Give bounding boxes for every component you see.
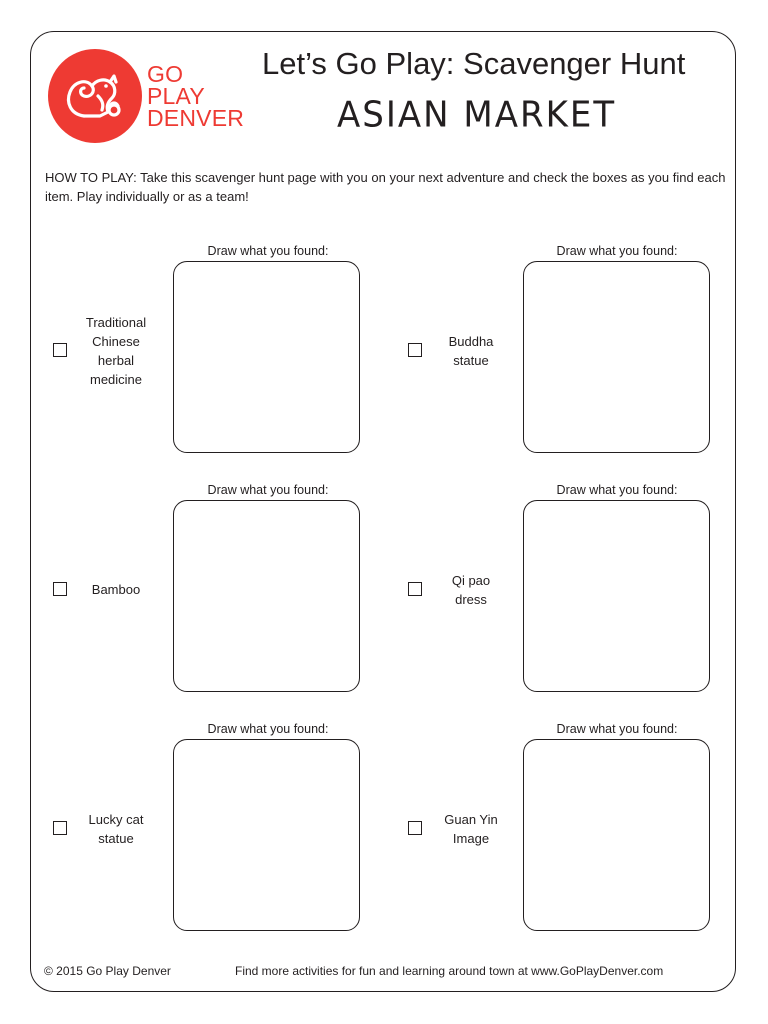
- item-checkbox[interactable]: [408, 343, 422, 357]
- item-label-line: herbal: [97, 353, 135, 368]
- go-play-denver-logo: [48, 49, 244, 143]
- drawing-box[interactable]: [173, 500, 360, 692]
- item-label-line: Qi pao: [451, 573, 491, 588]
- page-subtitle: ASIAN MARKET: [337, 94, 617, 136]
- item-label-line: dress: [455, 592, 487, 607]
- item-label-lucky-cat-statue: [71, 810, 161, 848]
- item-label-qi-pao-dress: [426, 571, 516, 609]
- squirrel-icon: [48, 49, 142, 143]
- drawing-box[interactable]: [523, 500, 710, 692]
- footer-tagline: Find more activities for fun and learning around town at www.GoPlayDenver.com: [235, 964, 664, 978]
- drawing-box[interactable]: [173, 739, 360, 931]
- item-checkbox[interactable]: [53, 343, 67, 357]
- item-label-line: Bamboo: [91, 582, 141, 597]
- how-to-play-instructions: HOW TO PLAY: Take this scavenger hunt page with you on your next adventure and check the boxes as you find each item. Play individually or as a team!: [45, 170, 726, 204]
- item-label-line: statue: [453, 353, 489, 368]
- item-label-line: Traditional: [85, 315, 147, 330]
- logo-wordmark: [147, 63, 244, 129]
- draw-label: Draw what you found:: [207, 722, 329, 736]
- item-label-line: Chinese: [92, 334, 140, 349]
- item-label-line: statue: [98, 831, 134, 846]
- item-label-line: Image: [452, 831, 490, 846]
- logo-line-play: PLAY: [147, 83, 205, 109]
- footer-copyright: © 2015 Go Play Denver: [44, 964, 171, 978]
- draw-label: Draw what you found:: [556, 483, 678, 497]
- item-label-line: medicine: [89, 372, 143, 387]
- item-label-line: Lucky cat: [88, 812, 144, 827]
- logo-line-go: GO: [147, 61, 184, 87]
- item-label-buddha-statue: [426, 332, 516, 370]
- page-title: Let’s Go Play: Scavenger Hunt: [262, 46, 686, 81]
- draw-label: Draw what you found:: [556, 244, 678, 258]
- item-label-bamboo: [71, 580, 161, 599]
- logo-line-denver: DENVER: [147, 105, 245, 131]
- item-checkbox[interactable]: [53, 821, 67, 835]
- item-label-herbal-medicine: [71, 313, 161, 389]
- draw-label: Draw what you found:: [207, 483, 329, 497]
- item-label-line: Guan Yin: [444, 812, 498, 827]
- draw-label: Draw what you found:: [207, 244, 329, 258]
- drawing-box[interactable]: [523, 261, 710, 453]
- item-checkbox[interactable]: [408, 582, 422, 596]
- draw-label: Draw what you found:: [556, 722, 678, 736]
- item-checkbox[interactable]: [53, 582, 67, 596]
- drawing-box[interactable]: [173, 261, 360, 453]
- drawing-box[interactable]: [523, 739, 710, 931]
- item-label-line: Buddha: [448, 334, 494, 349]
- item-checkbox[interactable]: [408, 821, 422, 835]
- item-label-guan-yin-image: [426, 810, 516, 848]
